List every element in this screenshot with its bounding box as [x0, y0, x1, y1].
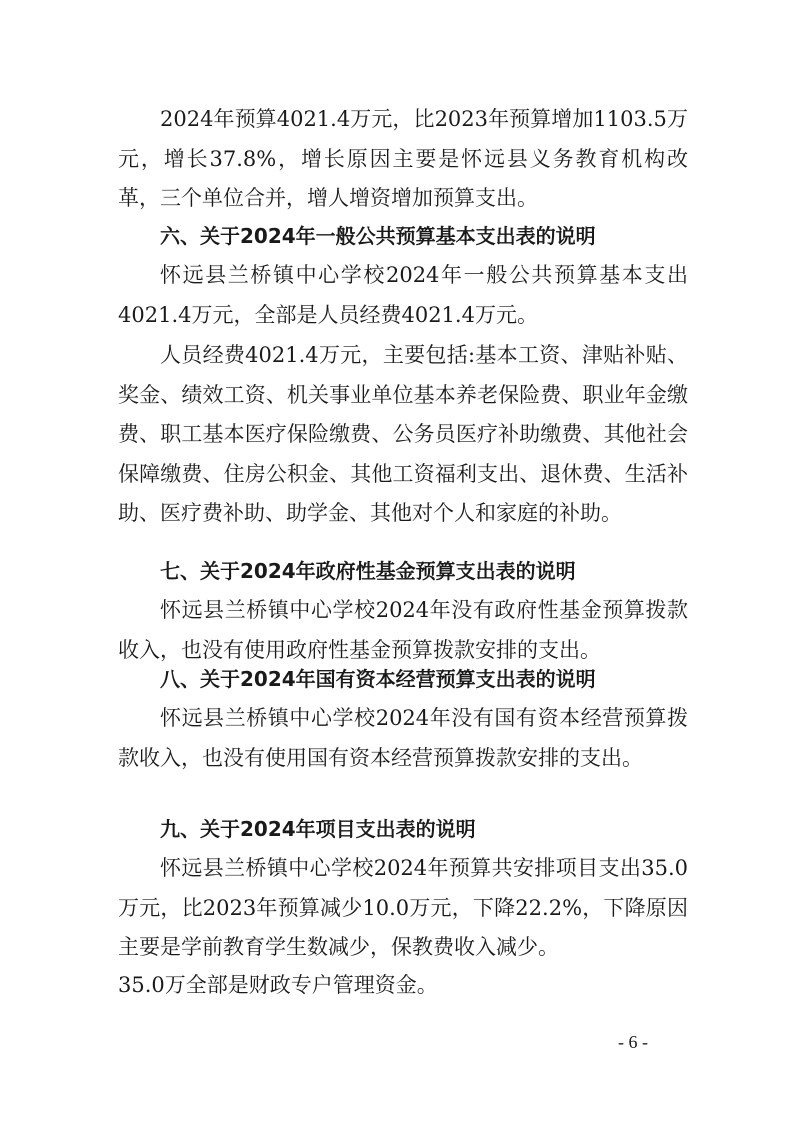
budget-total-paragraph: 2024年预算4021.4万元，比2023年预算增加1103.5万元，增长37.8%，增长原因主要是怀远县义务教育机构改革，三个单位合并，增人增资增加预算支出。 — [118, 107, 688, 211]
section-9-heading: 九、关于2024年项目支出表的说明 — [160, 817, 476, 841]
page-number: - 6 - — [618, 1032, 648, 1052]
section-8-heading: 八、关于2024年国有资本经营预算支出表的说明 — [160, 667, 596, 691]
section-6-heading: 六、关于2024年一般公共预算基本支出表的说明 — [160, 224, 596, 248]
state-capital-paragraph: 怀远县兰桥镇中心学校2024年没有国有资本经营预算拨款收入，也没有使用国有资本经营预算拨款安排的支出。 — [118, 706, 688, 770]
fund-source-paragraph: 35.0万全部是财政专户管理资金。 — [118, 973, 438, 997]
personnel-expenses-paragraph: 人员经费4021.4万元，主要包括:基本工资、津贴补贴、奖金、绩效工资、机关事业单位基本养老保险费、职业年金缴费、职工基本医疗保险缴费、公务员医疗补助缴费、其他社会保障缴费、住房公积金、其他工资福利支出、退休费、生活补助、医疗费补助、助学金、其他对个人和家庭的补助。 — [118, 343, 688, 526]
section-7-heading: 七、关于2024年政府性基金预算支出表的说明 — [160, 559, 576, 583]
project-expenditure-paragraph: 怀远县兰桥镇中心学校2024年预算共安排项目支出35.0万元，比2023年预算减少10.0万元，下降22.2%，下降原因主要是学前教育学生数减少，保教费收入减少。 — [118, 856, 688, 960]
basic-expenditure-paragraph: 怀远县兰桥镇中心学校2024年一般公共预算基本支出4021.4万元，全部是人员经费4021.4万元。 — [118, 263, 688, 327]
government-fund-paragraph: 怀远县兰桥镇中心学校2024年没有政府性基金预算拨款收入，也没有使用政府性基金预算拨款安排的支出。 — [118, 598, 688, 662]
